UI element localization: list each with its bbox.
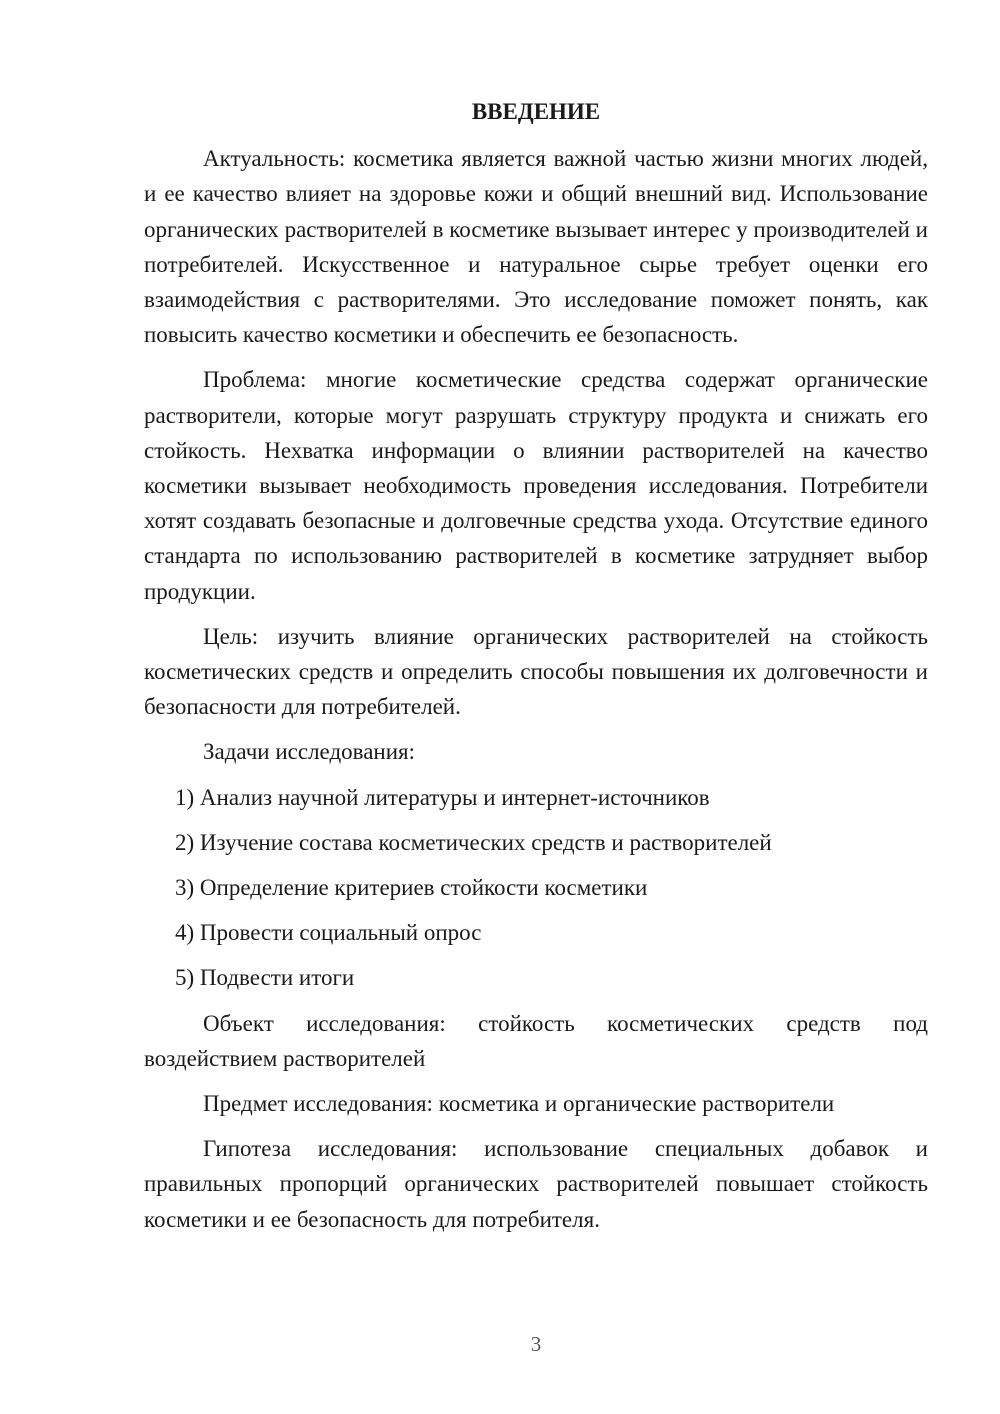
list-item: 1) Анализ научной литературы и интернет-источников (175, 784, 710, 810)
list-item: 4) Провести социальный опрос (175, 920, 482, 946)
page-content (144, 94, 928, 1247)
goal-paragraph: Цель: изучить влияние органических растворителей на стойкость косметических средств и определить способы повышения их долговечности и безопасности для потребителей. (144, 623, 928, 720)
hypothesis-paragraph: Гипотеза исследования: использование специальных добавок и правильных пропорций органических растворителей повышает стойкость косметики и ее безопасность для потребителя. (144, 1136, 928, 1232)
relevance-paragraph: Актуальность: косметика является важной частью жизни многих людей, и ее качество влияет на здоровье кожи и общий внешний вид. Использование органических растворителей в косметике вызывает интерес у производителей и потребителей. Искусственное и натуральное сырье требует оценки его взаимодействия с растворителями. Это исследование поможет понять, как повысить качество косметики и обеспечить ее безопасность. (144, 146, 928, 348)
subject-paragraph: Предмет исследования: косметика и органические растворители (203, 1091, 835, 1117)
list-item: 5) Подвести итоги (175, 965, 355, 991)
page-number: 3 (530, 1332, 542, 1356)
object-paragraph: Объект исследования: стойкость косметических средств под воздействием растворителей (144, 1010, 928, 1071)
section-heading: ВВЕДЕНИЕ (471, 99, 601, 124)
list-item: 3) Определение критериев стойкости косметики (175, 875, 648, 901)
tasks-heading: Задачи исследования: (203, 739, 416, 765)
problem-paragraph: Проблема: многие косметические средства содержат органические растворители, которые могут разрушать структуру продукта и снижать его стойкость. Нехватка информации о влиянии растворителей на качество косметики вызывает необходимость проведения исследования. Потребители хотят создавать безопасные и долговечные средства ухода. Отсутствие единого стандарта по использованию растворителей в косметике затрудняет выбор продукции. (144, 367, 928, 604)
tasks-list (144, 780, 928, 996)
list-item: 2) Изучение состава косметических средств и растворителей (175, 829, 772, 855)
